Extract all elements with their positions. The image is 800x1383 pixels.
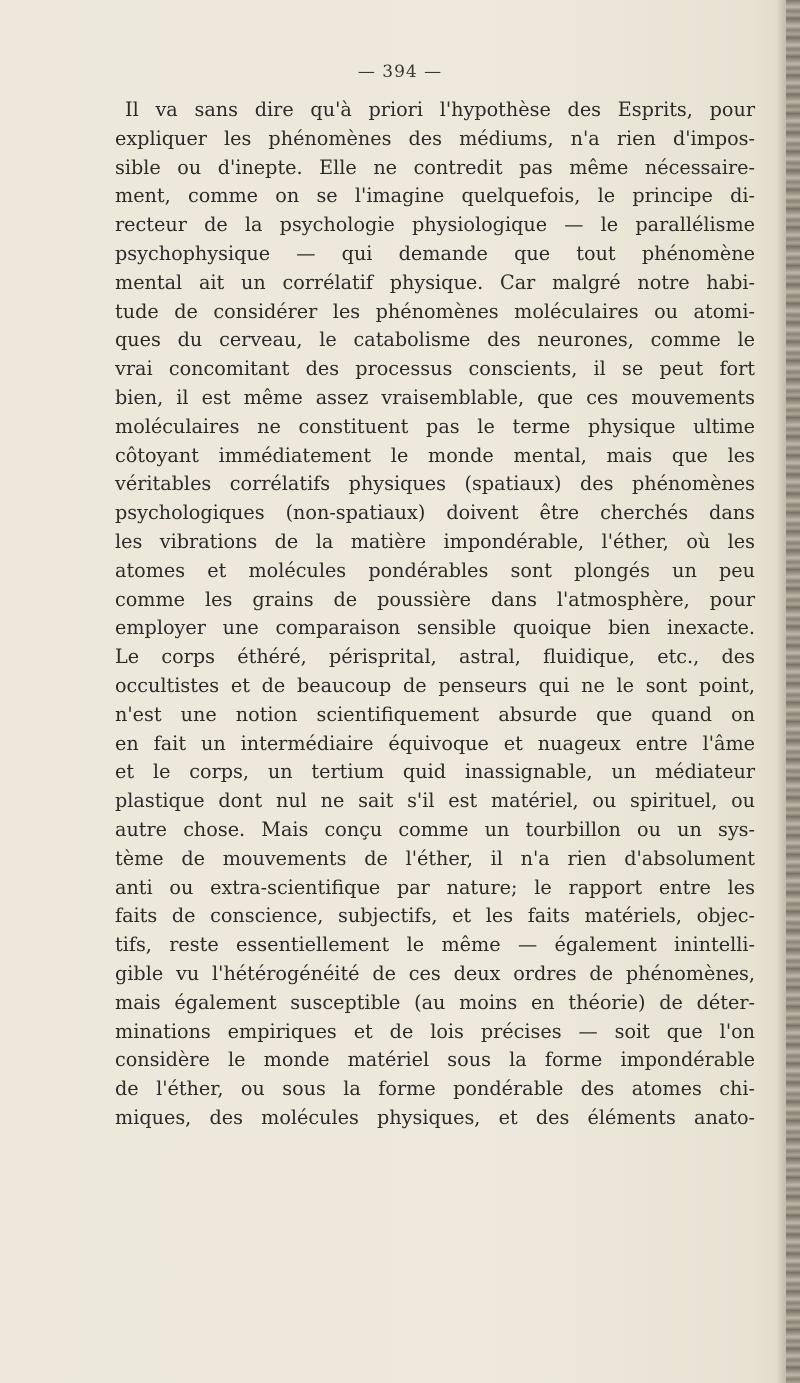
page-number: — 394 — xyxy=(357,62,443,82)
text-line: expliquer les phénomènes des médiums, n'a rien d'impos- xyxy=(115,126,755,150)
text-line: occultistes et de beaucoup de penseurs qui ne le sont point, xyxy=(115,673,755,697)
text-line: véritables corrélatifs physiques (spatiaux) des phénomènes xyxy=(115,472,755,496)
text-line: mental ait un corrélatif physique. Car malgré notre habi- xyxy=(115,270,755,294)
text-line: tude de considérer les phénomènes moléculaires ou atomi- xyxy=(115,299,755,323)
text-line: Le corps éthéré, périsprital, astral, fluidique, etc., des xyxy=(115,645,755,669)
text-line: les vibrations de la matière impondérable, l'éther, où les xyxy=(115,529,755,553)
text-line: de l'éther, ou sous la forme pondérable des atomes chi- xyxy=(115,1077,755,1101)
text-line: bien, il est même assez vraisemblable, que ces mouvements xyxy=(115,385,755,409)
text-line: vrai concomitant des processus conscients, il se peut fort xyxy=(115,357,755,381)
text-line: mais également susceptible (au moins en théorie) de déter- xyxy=(115,990,755,1014)
text-line: sible ou d'inepte. Elle ne contredit pas même nécessaire- xyxy=(115,155,755,179)
text-line: psychophysique — qui demande que tout phénomène xyxy=(115,241,755,265)
text-line: recteur de la psychologie physiologique — le parallélisme xyxy=(115,213,755,237)
text-line: autre chose. Mais conçu comme un tourbillon ou un sys- xyxy=(115,817,755,841)
text-line: n'est une notion scientifiquement absurde que quand on xyxy=(115,702,755,726)
text-line: miques, des molécules physiques, et des éléments anato- xyxy=(115,1105,755,1129)
body-text xyxy=(115,96,755,1133)
text-line: côtoyant immédiatement le monde mental, mais que les xyxy=(115,443,755,467)
text-line: anti ou extra-scientifique par nature; le rapport entre les xyxy=(115,875,755,899)
text-line: et le corps, un tertium quid inassignable, un médiateur xyxy=(115,760,755,784)
text-line: en fait un intermédiaire équivoque et nuageux entre l'âme xyxy=(115,731,755,755)
text-line: comme les grains de poussière dans l'atmosphère, pour xyxy=(115,587,755,611)
text-line: psychologiques (non-spatiaux) doivent être cherchés dans xyxy=(115,501,755,525)
text-line: minations empiriques et de lois précises — soit que l'on xyxy=(115,1019,755,1043)
text-line: considère le monde matériel sous la forme impondérable xyxy=(115,1048,755,1072)
text-line: Il va sans dire qu'à priori l'hypothèse des Esprits, pour xyxy=(125,98,755,121)
text-line: plastique dont nul ne sait s'il est matériel, ou spirituel, ou xyxy=(115,789,755,813)
text-line: faits de conscience, subjectifs, et les faits matériels, objec- xyxy=(115,904,755,928)
page-edge-shadow xyxy=(776,0,786,1383)
text-line: moléculaires ne constituent pas le terme physique ultime xyxy=(115,414,755,438)
text-line: tème de mouvements de l'éther, il n'a rien d'absolument xyxy=(115,846,755,870)
page-edge xyxy=(786,0,800,1383)
text-line: tifs, reste essentiellement le même — également inintelli- xyxy=(115,933,755,957)
text-line: atomes et molécules pondérables sont plongés un peu xyxy=(115,558,755,582)
text-line: gible vu l'hétérogénéité de ces deux ordres de phénomènes, xyxy=(115,961,755,985)
text-line: ques du cerveau, le catabolisme des neurones, comme le xyxy=(115,328,755,352)
text-line: ment, comme on se l'imagine quelquefois, le principe di- xyxy=(115,184,755,208)
text-line: employer une comparaison sensible quoique bien inexacte. xyxy=(115,616,755,640)
